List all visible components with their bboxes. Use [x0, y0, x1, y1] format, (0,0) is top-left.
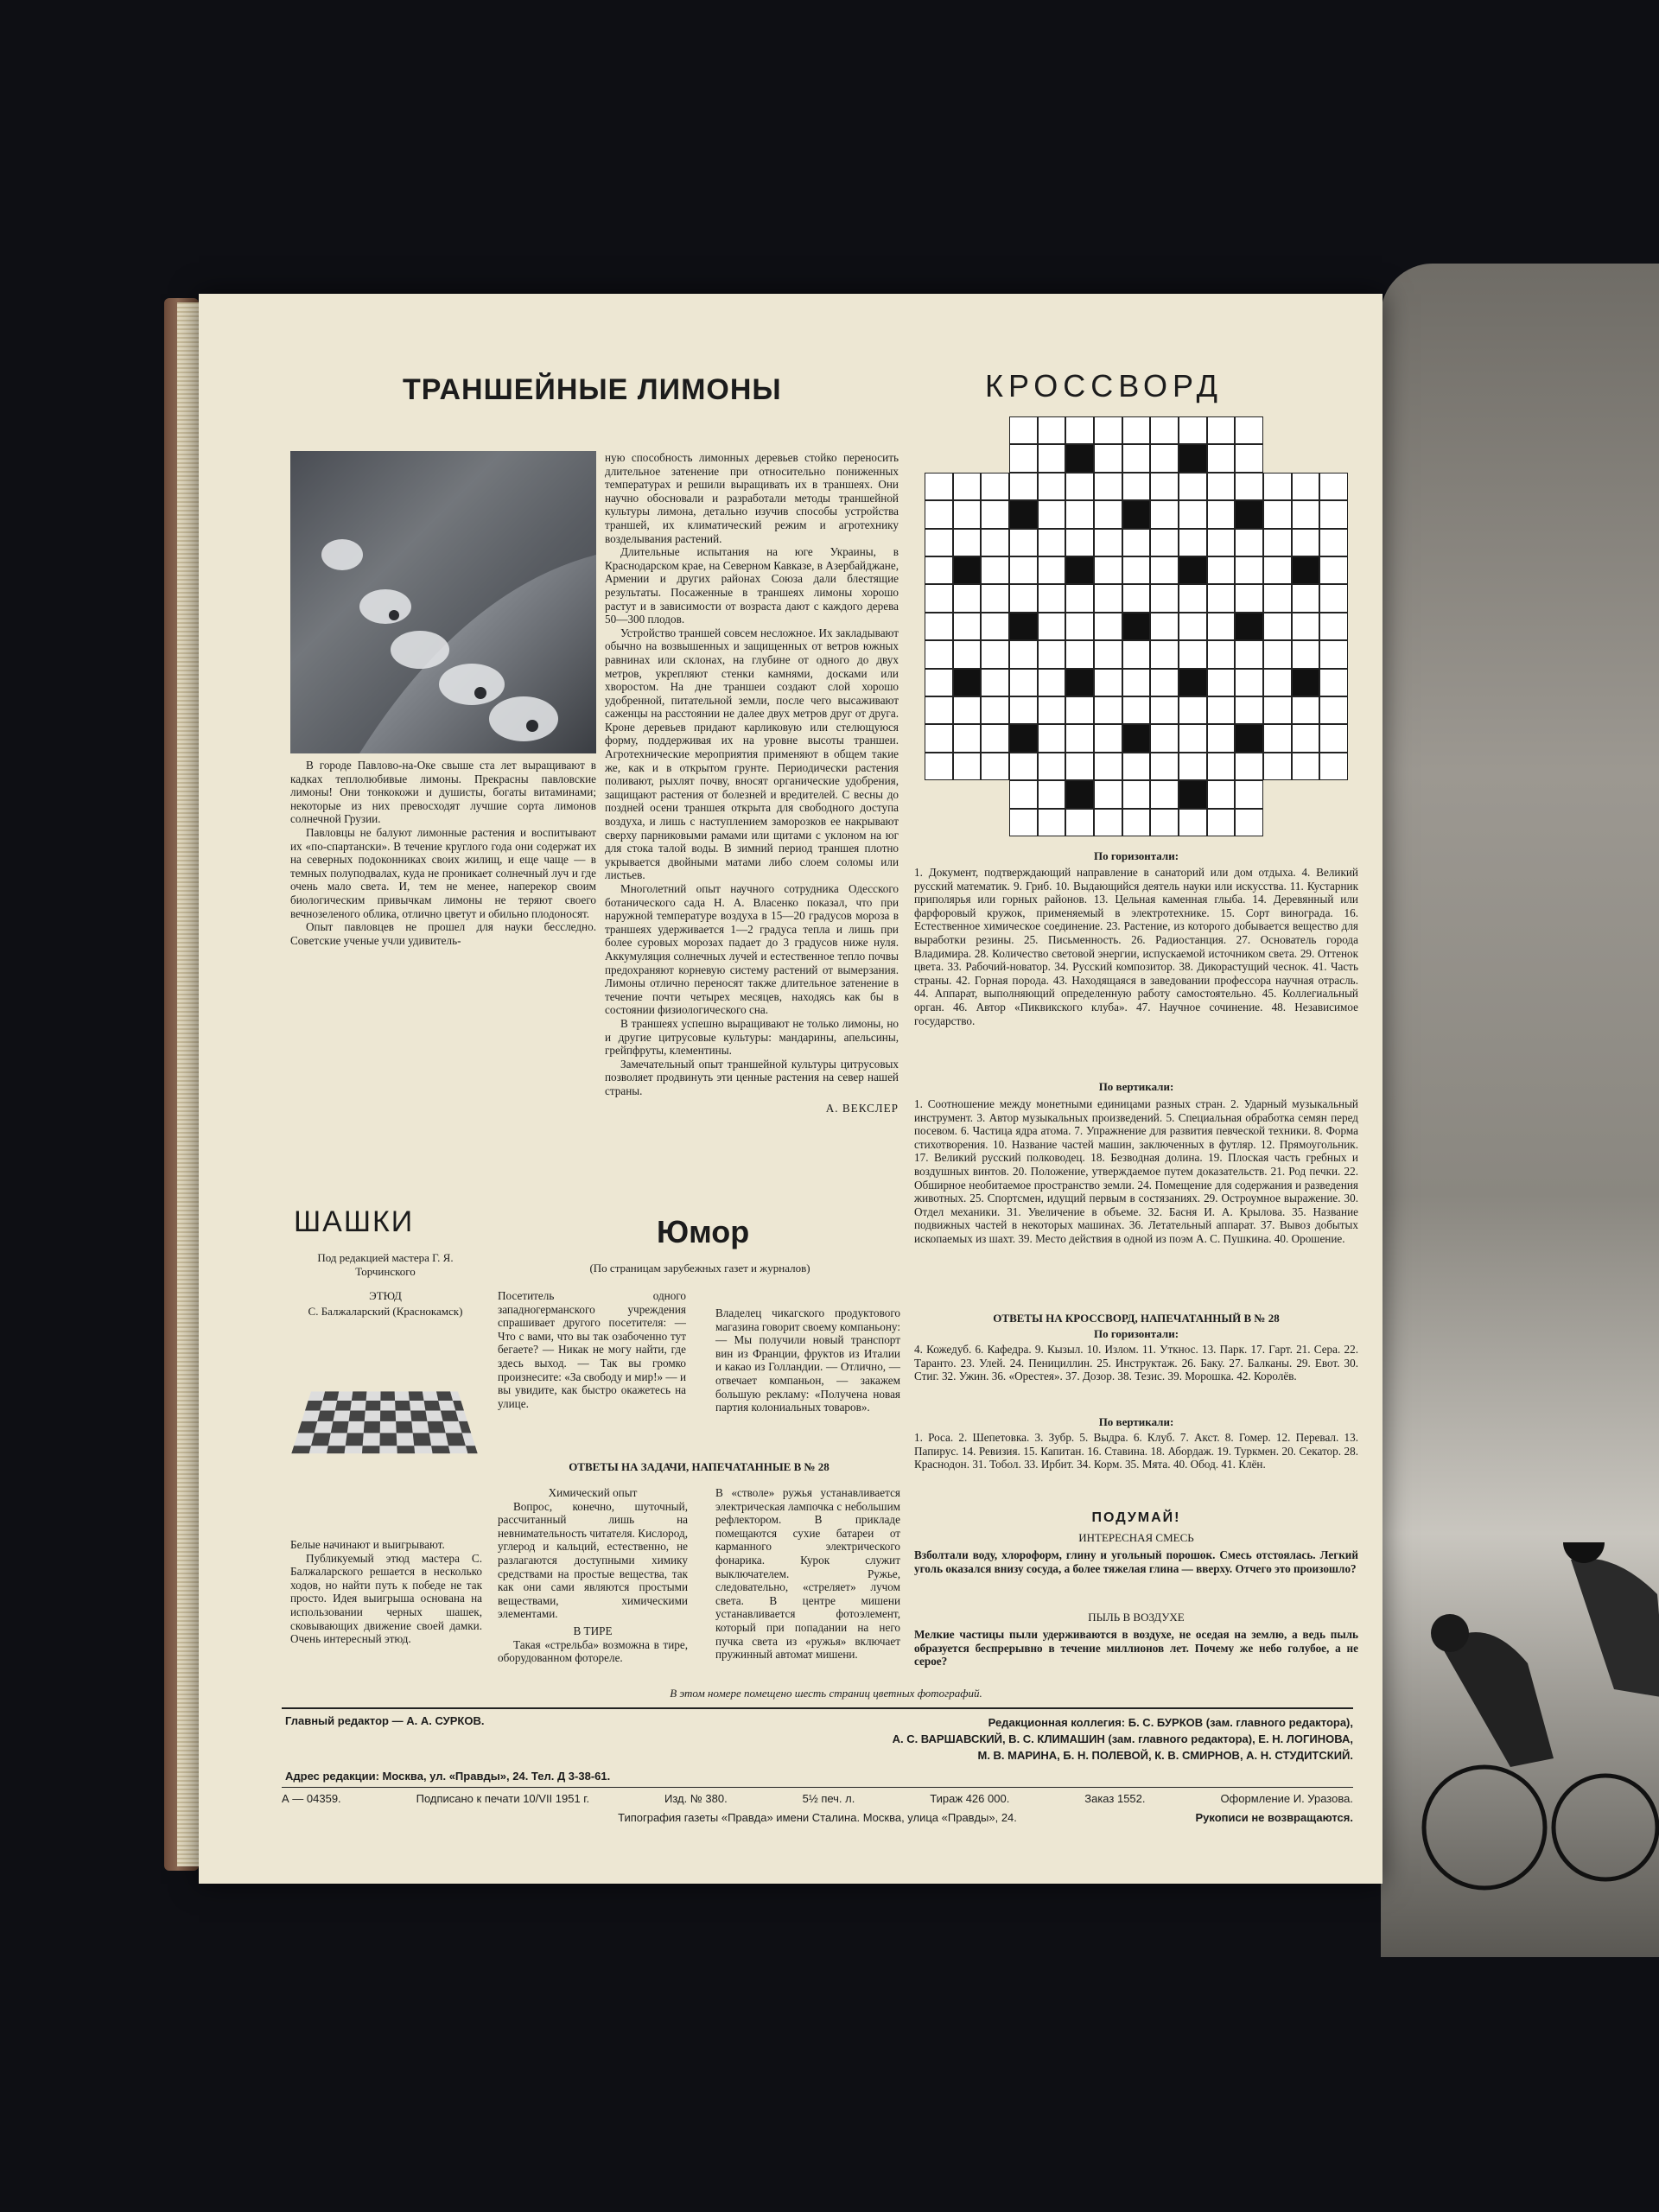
ans-down: 1. Роса. 2. Шепетовка. 3. Зубр. 5. Выдра. 6. Клуб. 7. Акст. 8. Гомер. 12. Перевал. 13. Папирус. 14. Ревизия. 15. Капитан. 16. Ставина. 18. Абордаж. 19. Туркмен. 20. Секатор. 28. Краснодон. 31. Тобол. 33. Ирбит. 34. Корм. 35. Мята. 40. Обод. 41. Клён.	[914, 1431, 1358, 1471]
crossword-cell	[1207, 416, 1236, 444]
crossword-cell	[981, 529, 1009, 556]
dust-text: Мелкие частицы пыли удерживаются в воздухе, не оседая на землю, а ведь пыль образуется беспрерывно в течение миллионов лет. Почему же небо голубое, а не серое?	[914, 1628, 1358, 1669]
crossword-cell	[1038, 473, 1066, 500]
article-left-column	[290, 759, 596, 947]
crossword-cell	[1150, 669, 1179, 696]
crossword-cell	[1150, 444, 1179, 472]
crossword-cell	[953, 473, 982, 500]
crossword-cell	[1292, 613, 1320, 640]
think-title: ПОДУМАЙ!	[1091, 1510, 1181, 1525]
crossword-cell	[1122, 669, 1151, 696]
ans-across-title: По горизонтали:	[1093, 1327, 1179, 1340]
article-paragraph: Многолетний опыт научного сотрудника Одесского ботанического сада Н. А. Власенко показал, что при наружной температуре воздуха в 15—20 градусов мороза в траншеях удерживается 1—2 градуса тепла и лишь при более суровых морозах падает до 3 градусов ниже нуля. Аккумуляция солнечных лучей и естественное тепло почвы предохраняют корневую систему растений от вымерзания. Лимоны отлично переносят также длительное затенение в течение почти четырех месяцев, находясь как бы в состоянии физиологического сна.	[605, 882, 899, 1017]
crossword-cell	[1235, 809, 1263, 836]
crossword-cell	[1179, 500, 1207, 528]
checkers-description: Публикуемый этюд мастера С. Балжаларского решается в несколько ходов, но найти путь к победе не так просто. Идея выигрыша основана на использовании черных шашек, сковывающих движение своей дамки. Очень интересный этюд.	[290, 1551, 482, 1646]
crossword-cell	[1292, 669, 1320, 696]
down-clues: 1. Соотношение между монетными единицами разных стран. 2. Ударный музыкальный инструмент. 3. Автор музыкальных произведений. 5. Специальная обработка семян перед посевом. 6. Частица ядра атома. 7. Упражнение для развития певческой техники. 8. Форма стихотворения. 10. Название частей машин, заключенных в футляр. 12. Прямоугольник. 17. Великий русский полководец. 18. Безводная долина. 19. Плоская часть гребных и воздушных винтов. 20. Положение, утверждаемое путем доказательств. 21. Род печки. 22. Обширное необитаемое пространство земли. 24. Помещение для содержания и разведения животных. 25. Спортсмен, идущий первым в состязаниях. 29. Остроумное выражение. 30. Отдел механики. 31. Увеличение в объеме. 32. Басня И. А. Крылова. 35. Название подвижных частей в некоторых машинах. 36. Летательный аппарат. 37. Вывоз добытых ископаемых из шахт. 39. Место действия в одной из поэм А. С. Пушкина. 40. Орошение.	[914, 1097, 1358, 1245]
crossword-cell	[1065, 556, 1094, 584]
crossword-cell	[1263, 809, 1292, 836]
crossword-cell	[1207, 500, 1236, 528]
crossword-cell	[953, 696, 982, 724]
crossword-cell	[1292, 780, 1320, 808]
crossword-cell	[981, 669, 1009, 696]
crossword-cell	[1009, 500, 1038, 528]
crossword-cell	[1094, 473, 1122, 500]
crossword-cell	[1263, 529, 1292, 556]
crossword-cell	[1319, 529, 1348, 556]
crossword-cell	[1038, 529, 1066, 556]
crossword-cell	[1122, 500, 1151, 528]
crossword-cell	[1179, 724, 1207, 752]
crossword-cell	[1038, 444, 1066, 472]
photo-caption: В городе Павлово-на-Оке свыше ста лет выращивают в кадках теплолюбивые лимоны. Прекрасны павловские лимоны! Они тонкокожи и душисты, богаты витаминами; некоторые из них превосходят лучшие сорта лимонов солнечной Грузии.	[290, 759, 596, 826]
crossword-cell	[1207, 473, 1236, 500]
article-paragraph: В траншеях успешно выращивают не только лимоны, но и другие цитрусовые культуры: мандарины, апельсины, грейпфруты, клементины.	[605, 1016, 899, 1058]
crossword-cell	[1065, 669, 1094, 696]
crossword-cell	[1009, 444, 1038, 472]
crossword-cell	[1094, 556, 1122, 584]
crossword-cell	[1009, 724, 1038, 752]
crossword-cell	[1263, 473, 1292, 500]
imprint-code: А — 04359.	[282, 1792, 341, 1805]
checkers-title: ШАШКИ	[294, 1205, 415, 1238]
joke-2: Владелец чикагского продуктового магазина говорит своему компаньону: — Мы получили новый транспорт вин из Франции, фруктов из Италии и какао из Голландии. — Отлично, — отвечает компаньон, — закажем большую рекламу: «Получена новая партия колониальных товаров».	[715, 1306, 900, 1414]
crossword-cell	[1179, 809, 1207, 836]
crossword-cell	[1122, 640, 1151, 668]
crossword-cell	[953, 724, 982, 752]
crossword-cell	[1292, 473, 1320, 500]
crossword-cell	[1122, 444, 1151, 472]
crossword-cell	[1235, 696, 1263, 724]
crossword-cell	[1319, 500, 1348, 528]
crossword-cell	[925, 780, 953, 808]
crossword-cell	[1207, 780, 1236, 808]
crossword-grid	[925, 416, 1348, 836]
crossword-cell	[1292, 500, 1320, 528]
crossword-cell	[1235, 613, 1263, 640]
crossword-cell	[1263, 444, 1292, 472]
crossword-cell	[1263, 780, 1292, 808]
crossword-cell	[1263, 696, 1292, 724]
footer-rule	[282, 1787, 1353, 1788]
crossword-cell	[1009, 696, 1038, 724]
crossword-cell	[1150, 416, 1179, 444]
crossword-cell	[1235, 753, 1263, 780]
crossword-cell	[1319, 780, 1348, 808]
crossword-cell	[1038, 696, 1066, 724]
crossword-cell	[1122, 809, 1151, 836]
crossword-cell	[981, 556, 1009, 584]
crossword-cell	[1038, 724, 1066, 752]
mix-text: Взболтали воду, хлороформ, глину и угольный порошок. Смесь отстоялась. Легкий уголь оказался внизу сосуда, а более тяжелая глина — вверху. Отчего это произошло?	[914, 1548, 1358, 1575]
tir-title: В ТИРЕ	[573, 1624, 613, 1637]
crossword-cell	[953, 584, 982, 612]
etude-label: ЭТЮД	[369, 1289, 402, 1302]
crossword-cell	[1038, 613, 1066, 640]
crossword-cell	[953, 613, 982, 640]
answers-left	[498, 1486, 688, 1665]
lemons-photo	[290, 451, 596, 753]
crossword-cell	[1179, 444, 1207, 472]
chief-editor: Главный редактор — А. А. СУРКОВ.	[285, 1714, 485, 1727]
crossword-cell	[1179, 473, 1207, 500]
crossword-cell	[1009, 529, 1038, 556]
crossword-cell	[1235, 640, 1263, 668]
crossword-cell	[1319, 640, 1348, 668]
crossword-cell	[1292, 556, 1320, 584]
crossword-cell	[1038, 809, 1066, 836]
crossword-cell	[1038, 753, 1066, 780]
crossword-cell	[1122, 584, 1151, 612]
cyclists-photo	[1407, 1542, 1659, 1905]
crossword-cell	[1207, 444, 1236, 472]
crossword-cell	[1094, 696, 1122, 724]
crossword-cell	[1263, 753, 1292, 780]
crossword-cell	[1065, 724, 1094, 752]
crossword-cell	[1150, 809, 1179, 836]
crossword-cell	[1122, 780, 1151, 808]
crossword-cell	[1150, 696, 1179, 724]
crossword-cell	[1065, 809, 1094, 836]
crossword-cell	[1038, 500, 1066, 528]
imprint-izd: Изд. № 380.	[664, 1792, 728, 1805]
crossword-cell	[925, 809, 953, 836]
crossword-cell	[1065, 640, 1094, 668]
crossword-cell	[1263, 500, 1292, 528]
crossword-cell	[981, 809, 1009, 836]
crossword-cell	[1009, 669, 1038, 696]
crossword-cell	[1038, 640, 1066, 668]
crossword-cell	[1094, 500, 1122, 528]
crossword-cell	[1094, 584, 1122, 612]
crossword-cell	[1292, 809, 1320, 836]
crossword-cell	[981, 473, 1009, 500]
puzzle-answers-title: ОТВЕТЫ НА ЗАДАЧИ, НАПЕЧАТАННЫЕ В № 28	[569, 1460, 830, 1473]
crossword-cell	[1292, 753, 1320, 780]
footer-rule	[282, 1707, 1353, 1709]
crossword-cell	[1094, 529, 1122, 556]
board-line: М. В. МАРИНА, Б. Н. ПОЛЕВОЙ, К. В. СМИРНОВ, А. Н. СТУДИТСКИЙ.	[977, 1749, 1353, 1762]
crossword-cell	[1235, 444, 1263, 472]
crossword-cell	[1009, 473, 1038, 500]
article-paragraph: Павловцы не балуют лимонные растения и воспитывают их «по-спартански». В течение круглого года они содержат их на северных подоконниках своих жилищ, и еще чаще — в темных полуподвалах, куда не проникает солнечный луч и где очень мало света. И, тем не менее, наперекор своим биологическим привычкам лимоны не теряют своего вечнозеленого облика, отлично цветут и обильно плодоносят.	[290, 825, 596, 920]
crossword-cell	[1038, 669, 1066, 696]
crossword-cell	[1009, 416, 1038, 444]
crossword-cell	[953, 416, 982, 444]
checkers-start: Белые начинают и выигрывают.	[290, 1538, 445, 1551]
board-line: А. С. ВАРШАВСКИЙ, В. С. КЛИМАШИН (зам. главного редактора), Е. Н. ЛОГИНОВА,	[892, 1732, 1353, 1745]
crossword-cell	[1038, 584, 1066, 612]
article-paragraph: ную способность лимонных деревьев стойко переносить длительное затенение при относительно пониженных температурах и решили выращивать их в траншеях. Они научно обосновали и разработали методы траншейной культуры лимона, детально изучив способы устройства траншей, их климатический режим и агротехнику возделывания растений.	[605, 451, 899, 545]
crossword-cell	[1263, 669, 1292, 696]
crossword-cell	[1235, 584, 1263, 612]
crossword-cell	[1122, 724, 1151, 752]
crossword-cell	[953, 529, 982, 556]
crossword-cell	[1207, 809, 1236, 836]
crossword-cell	[1207, 613, 1236, 640]
crossword-cell	[981, 696, 1009, 724]
crossword-cell	[1292, 444, 1320, 472]
crossword-cell	[981, 613, 1009, 640]
crossword-cell	[1094, 724, 1122, 752]
crossword-cell	[1094, 753, 1122, 780]
imprint-order: Заказ 1552.	[1084, 1792, 1146, 1805]
crossword-cell	[1038, 416, 1066, 444]
imprint-signed: Подписано к печати 10/VII 1951 г.	[416, 1792, 590, 1805]
article-author: А. ВЕКСЛЕР	[825, 1101, 899, 1115]
crossword-cell	[1150, 529, 1179, 556]
ans-down-title: По вертикали:	[1098, 1415, 1174, 1428]
crossword-cell	[1235, 500, 1263, 528]
humor-subtitle: (По страницам зарубежных газет и журналов)	[589, 1262, 810, 1274]
gun-text: В «стволе» ружья устанавливается электрическая лампочка с небольшим рефлектором. В прикладе помещаются сухие батареи от карманного электрического фонарика. Курок служит выключателем. Ружье, следовательно, «стреляет» лучом света. В центре мишени устанавливается фотоэлемент, который при попадании на него пучка света из «ружья» включает пружинный автомат мишени.	[715, 1486, 900, 1662]
crossword-cell	[1009, 613, 1038, 640]
crossword-cell	[1319, 473, 1348, 500]
crossword-cell	[1235, 780, 1263, 808]
editorial-board	[743, 1714, 1353, 1764]
crossword-cell	[1122, 416, 1151, 444]
crossword-cell	[1122, 529, 1151, 556]
crossword-cell	[1065, 529, 1094, 556]
crossword-cell	[953, 669, 982, 696]
dust-title: ПЫЛЬ В ВОЗДУХЕ	[1088, 1611, 1185, 1624]
crossword-cell	[1150, 753, 1179, 780]
crossword-cell	[1235, 529, 1263, 556]
crossword-cell	[981, 444, 1009, 472]
article-paragraph: Замечательный опыт траншейной культуры цитрусовых позволяет продвинуть эти ценные растения на север нашей страны.	[605, 1057, 899, 1097]
crossword-cell	[1094, 640, 1122, 668]
etude-author: С. Балжаларский (Краснокамск)	[308, 1305, 463, 1318]
crossword-cell	[1292, 416, 1320, 444]
crossword-cell	[1065, 780, 1094, 808]
checkers-board	[291, 1391, 477, 1453]
magazine-page	[199, 294, 1382, 1884]
crossword-cell	[1319, 556, 1348, 584]
crossword-cell	[1179, 556, 1207, 584]
crossword-cell	[1122, 473, 1151, 500]
article-right-column	[605, 451, 899, 1115]
article-paragraph: Устройство траншей совсем несложное. Их закладывают обычно на возвышенных и защищенных от ветров южных равнинах или склонах, на глубине от одного до двух метров, укрепляют стенки камнями, досками или хворостом. На дне траншеи создают слой хорошо удобренной, питательной земли, после чего высаживают саженцы на расстоянии не далее двух метров друг от друга. Кроне деревьев придают карликовую или стелющуюся форму, поддерживая их на уровне высоты траншеи. Агротехнические мероприятия применяют в общем такие же, как и в открытом грунте. Периодически растения поливают, рыхлят почву, вносят органические удобрения, защищают растения от болезней и вредителей. С весны до поздней осени траншея открыта для свободного доступа воздуха, и лишь с наступлением заморозков ее накрывают сверху парниковыми рамами или щитами с уклоном на юг для стока талой воды. В зимний период траншея плотно укрывается двойными матами либо слоем соломы или листьев.	[605, 626, 899, 882]
article-paragraph: Опыт павловцев не прошел для науки бесследно. Советские ученые учли удивитель-	[290, 920, 596, 947]
crossword-cell	[1179, 669, 1207, 696]
article-paragraph: Длительные испытания на юге Украины, в Краснодарском крае, на Северном Кавказе, в Азербайджане, Армении и других районах Союза дали блестящие результаты. Посаженные в траншеях лимоны хорошо растут и в зависимости от возраста дают с каждого дерева 50—300 плодов.	[605, 545, 899, 626]
crossword-cell	[953, 444, 982, 472]
crossword-cell	[1150, 473, 1179, 500]
crossword-cell	[1150, 584, 1179, 612]
crossword-cell	[925, 753, 953, 780]
crossword-cell	[1292, 584, 1320, 612]
crossword-cell	[1094, 444, 1122, 472]
crossword-cell	[953, 500, 982, 528]
crossword-cell	[1207, 724, 1236, 752]
crossword-cell	[1150, 500, 1179, 528]
joke-1: Посетитель одного западногерманского учреждения спрашивает другого посетителя: — Что с вами, что вы так озабоченно тут бегаете? — Никак не могу найти, где здесь выход. — Так вы громко произнесите: «За свободу и мир!» — и вы увидите, как быстро окажетесь на улице.	[498, 1289, 686, 1410]
crossword-cell	[1292, 724, 1320, 752]
crossword-cell	[953, 753, 982, 780]
checkers-editor: Под редакцией мастера Г. Я. Торчинского	[317, 1251, 454, 1278]
crossword-cell	[1235, 724, 1263, 752]
crossword-cell	[1179, 640, 1207, 668]
crossword-cell	[1094, 669, 1122, 696]
crossword-cell	[1065, 753, 1094, 780]
crossword-cell	[1122, 556, 1151, 584]
chem-title: Химический опыт	[548, 1486, 638, 1499]
crossword-cell	[1207, 753, 1236, 780]
crossword-cell	[981, 640, 1009, 668]
crossword-cell	[925, 640, 953, 668]
crossword-cell	[1207, 640, 1236, 668]
across-title: По горизонтали:	[1093, 849, 1179, 862]
facing-page-photo	[1381, 264, 1659, 1957]
crossword-cell	[1319, 753, 1348, 780]
down-title: По вертикали:	[1098, 1080, 1174, 1093]
crossword-cell	[1207, 696, 1236, 724]
crossword-cell	[1292, 696, 1320, 724]
crossword-cell	[1319, 809, 1348, 836]
crossword-cell	[1319, 669, 1348, 696]
crossword-cell	[1150, 640, 1179, 668]
crossword-cell	[1150, 613, 1179, 640]
crossword-cell	[1179, 584, 1207, 612]
crossword-cell	[1038, 780, 1066, 808]
imprint-design: Оформление И. Уразова.	[1220, 1792, 1353, 1805]
humor-title: Юмор	[657, 1214, 750, 1249]
crossword-cell	[925, 669, 953, 696]
tir-text: Такая «стрельба» возможна в тире, оборудованном фотореле.	[498, 1637, 688, 1665]
crossword-cell	[1094, 613, 1122, 640]
crossword-cell	[953, 809, 982, 836]
crossword-cell	[1038, 556, 1066, 584]
crossword-cell	[1319, 584, 1348, 612]
imprint-tirazh: Тираж 426 000.	[930, 1792, 1010, 1805]
crossword-cell	[925, 473, 953, 500]
crossword-cell	[981, 500, 1009, 528]
crossword-cell	[1009, 780, 1038, 808]
crossword-cell	[1065, 444, 1094, 472]
crossword-cell	[1150, 556, 1179, 584]
crossword-cell	[1122, 696, 1151, 724]
crossword-cell	[1292, 529, 1320, 556]
crossword-cell	[1065, 613, 1094, 640]
manuscripts-note: Рукописи не возвращаются.	[1195, 1811, 1353, 1824]
chem-text: Вопрос, конечно, шуточный, рассчитанный лишь на невнимательность читателя. Кислород, углерод и кальций, естественно, не разлагаются доступными химику средствами на простые вещества, так как они сами являются простыми веществами, химическими элементами.	[498, 1499, 688, 1621]
crossword-cell	[1207, 584, 1236, 612]
crossword-cell	[1235, 669, 1263, 696]
crossword-cell	[1263, 724, 1292, 752]
address: Адрес редакции: Москва, ул. «Правды», 24. Тел. Д 3-38-61.	[285, 1770, 611, 1783]
crossword-title: КРОССВОРД	[985, 368, 1223, 404]
crossword-cell	[981, 724, 1009, 752]
crossword-cell	[925, 613, 953, 640]
crossword-cell	[981, 780, 1009, 808]
crossword-cell	[1009, 753, 1038, 780]
crossword-cell	[1235, 416, 1263, 444]
crossword-cell	[925, 724, 953, 752]
crossword-cell	[1319, 613, 1348, 640]
crossword-cell	[1263, 556, 1292, 584]
crossword-cell	[1122, 613, 1151, 640]
crossword-cell	[1094, 809, 1122, 836]
checkers-text	[290, 1538, 482, 1646]
crossword-cell	[953, 640, 982, 668]
crossword-cell	[1319, 444, 1348, 472]
crossword-cell	[1065, 473, 1094, 500]
crossword-cell	[1009, 640, 1038, 668]
crossword-cell	[1263, 640, 1292, 668]
ans-across: 4. Кожедуб. 6. Кафедра. 9. Кызыл. 10. Излом. 11. Уткнос. 13. Парк. 17. Гарт. 21. Сера. 22. Таранто. 23. Улей. 24. Пенициллин. 25. Инструктаж. 26. Баку. 27. Балканы. 29. Евот. 30. Стиг. 32. Ужин. 36. «Орестея». 37. Дозор. 38. Тезис. 39. Морошка. 42. Королёв.	[914, 1343, 1358, 1383]
crossword-cell	[953, 780, 982, 808]
crossword-cell	[1207, 556, 1236, 584]
across-clues: 1. Документ, подтверждающий направление в санаторий или дом отдыха. 4. Великий русский математик. 9. Гриб. 10. Выдающийся деятель науки или искусства. 11. Кустарник приполярья или горных районов. 13. Цельная каменная глыба. 14. Деревянный или фарфоровый кружок, применяемый в электротехнике. 15. Сорт винограда. 16. Естественное химическое соединение. 23. Растение, из которого добывается вещество для выработки резины. 25. Письменность. 26. Радиостанция. 27. Основатель города Владимира. 28. Количество световой энергии, испускаемой источником света. 29. Оттенок цвета. 33. Рабочий-новатор. 34. Русский композитор. 38. Дикорастущий чеснок. 41. Часть страны. 42. Горная порода. 43. Находящаяся в заведовании профессора научная отрасль. 44. Аппарат, выполняющий определенную работу самостоятельно. 45. Коллегиальный орган. 46. Автор «Пиквикского клуба». 47. Научное сочинение. 48. Независимое государство.	[914, 866, 1358, 1027]
crossword-cell	[1319, 416, 1348, 444]
crossword-cell	[1292, 640, 1320, 668]
crossword-cell	[1207, 529, 1236, 556]
crossword-cell	[1207, 669, 1236, 696]
crossword-cell	[1235, 556, 1263, 584]
crossword-cell	[1179, 416, 1207, 444]
color-photos-note: В этом номере помещено шесть страниц цветных фотографий.	[670, 1687, 982, 1700]
crossword-cell	[1150, 780, 1179, 808]
crossword-cell	[953, 556, 982, 584]
crossword-cell	[1065, 696, 1094, 724]
crossword-answers-title: ОТВЕТЫ НА КРОССВОРД, НАПЕЧАТАННЫЙ В № 28	[993, 1312, 1280, 1325]
crossword-cell	[981, 584, 1009, 612]
printer: Типография газеты «Правда» имени Сталина. Москва, улица «Правды», 24.	[618, 1811, 1017, 1824]
crossword-cell	[1094, 780, 1122, 808]
crossword-cell	[1319, 724, 1348, 752]
crossword-cell	[925, 500, 953, 528]
crossword-cell	[925, 444, 953, 472]
crossword-cell	[1009, 584, 1038, 612]
crossword-cell	[1319, 696, 1348, 724]
article-title: ТРАНШЕЙНЫЕ ЛИМОНЫ	[403, 373, 782, 406]
crossword-cell	[1179, 529, 1207, 556]
crossword-cell	[1009, 809, 1038, 836]
crossword-cell	[1179, 613, 1207, 640]
crossword-cell	[1122, 753, 1151, 780]
crossword-cell	[1179, 753, 1207, 780]
crossword-cell	[925, 529, 953, 556]
crossword-cell	[1065, 416, 1094, 444]
crossword-cell	[925, 556, 953, 584]
crossword-cell	[1150, 724, 1179, 752]
crossword-cell	[1263, 584, 1292, 612]
crossword-cell	[981, 416, 1009, 444]
imprint-pech: 5½ печ. л.	[802, 1792, 855, 1805]
crossword-cell	[925, 416, 953, 444]
board-line: Редакционная коллегия: Б. С. БУРКОВ (зам. главного редактора),	[988, 1716, 1353, 1729]
crossword-cell	[1235, 473, 1263, 500]
crossword-cell	[981, 753, 1009, 780]
crossword-cell	[1263, 613, 1292, 640]
imprint-row	[282, 1792, 1353, 1806]
crossword-cell	[1179, 780, 1207, 808]
mix-title: ИНТЕРЕСНАЯ СМЕСЬ	[1078, 1531, 1194, 1544]
crossword-cell	[1094, 416, 1122, 444]
crossword-cell	[1009, 556, 1038, 584]
crossword-cell	[925, 584, 953, 612]
crossword-cell	[1263, 416, 1292, 444]
crossword-cell	[925, 696, 953, 724]
crossword-cell	[1065, 584, 1094, 612]
crossword-cell	[1179, 696, 1207, 724]
crossword-cell	[1065, 500, 1094, 528]
